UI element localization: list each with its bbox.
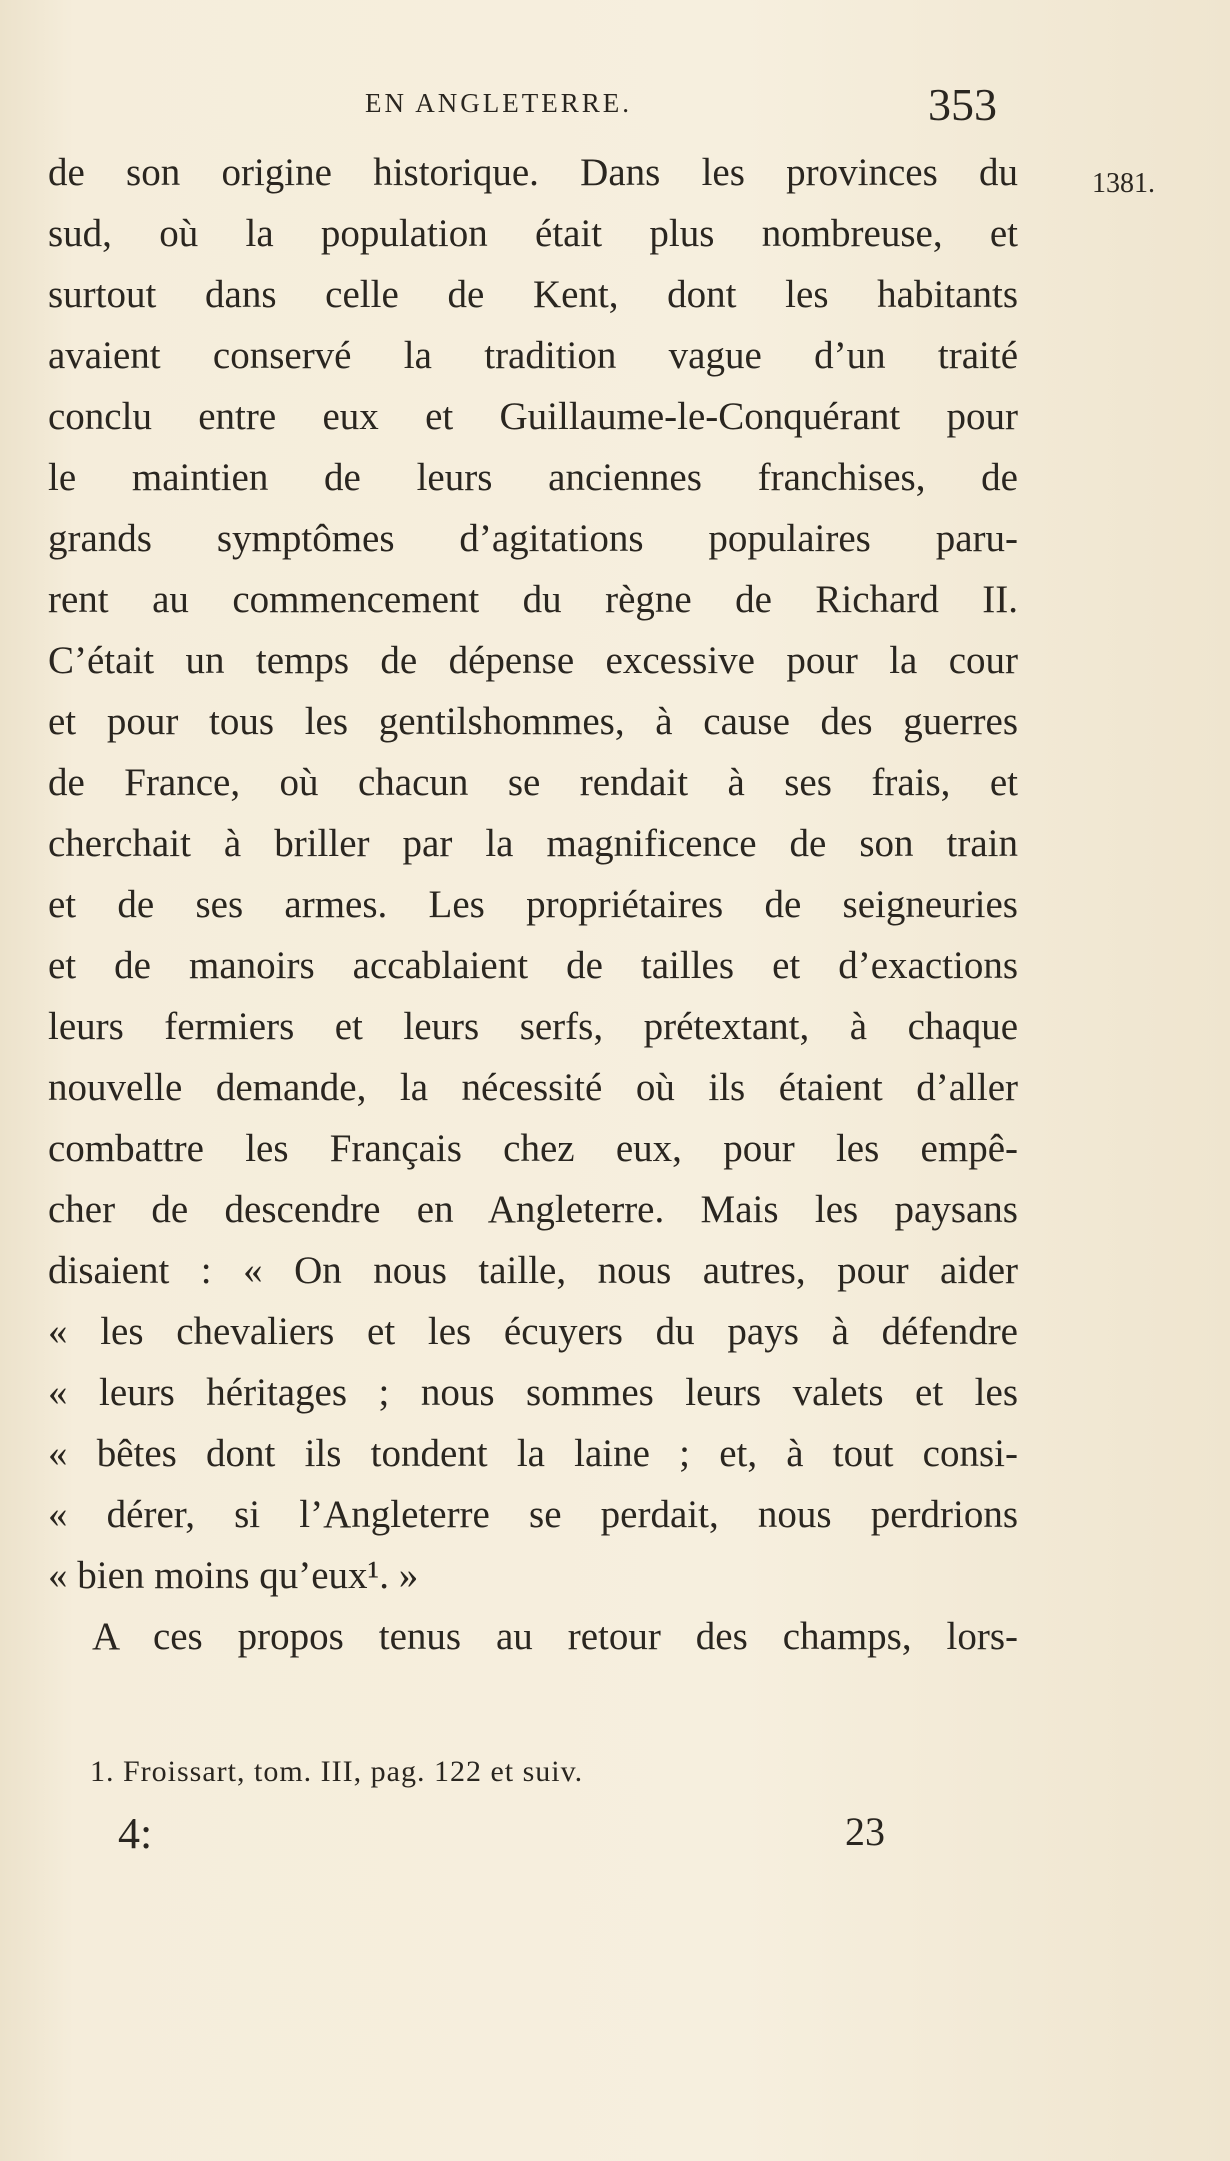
running-title: EN ANGLETERRE. bbox=[365, 88, 632, 118]
text-line: et pour tous les gentilshommes, à cause des guerres bbox=[48, 700, 1018, 743]
text-line: A ces propos tenus au retour des champs, lors- bbox=[92, 1615, 1018, 1658]
text-line: cherchait à briller par la magnificence de son train bbox=[48, 822, 1018, 865]
margin-year-note: 1381. bbox=[1092, 168, 1155, 199]
text-line: nouvelle demande, la nécessité où ils étaient d’aller bbox=[48, 1066, 1018, 1109]
text-line: de son origine historique. Dans les provinces du bbox=[48, 151, 1018, 194]
text-line: rent au commencement du règne de Richard II. bbox=[48, 578, 1018, 621]
text-line: « bien moins qu’eux¹. » bbox=[48, 1554, 419, 1597]
text-line: « bêtes dont ils tondent la laine ; et, à tout consi- bbox=[48, 1432, 1018, 1475]
text-line: sud, où la population était plus nombreuse, et bbox=[48, 212, 1018, 255]
text-line: leurs fermiers et leurs serfs, prétextant, à chaque bbox=[48, 1005, 1018, 1048]
text-line: combattre les Français chez eux, pour les empê- bbox=[48, 1127, 1018, 1170]
text-line: et de ses armes. Les propriétaires de seigneuries bbox=[48, 883, 1018, 926]
text-line: le maintien de leurs anciennes franchises, de bbox=[48, 456, 1018, 499]
text-line: avaient conservé la tradition vague d’un traité bbox=[48, 334, 1018, 377]
signature-number: 23 bbox=[845, 1809, 885, 1854]
text-line: surtout dans celle de Kent, dont les habitants bbox=[48, 273, 1018, 316]
text-line: de France, où chacun se rendait à ses frais, et bbox=[48, 761, 1018, 804]
text-line: et de manoirs accablaient de tailles et d’exactions bbox=[48, 944, 1018, 987]
text-line: « les chevaliers et les écuyers du pays à défendre bbox=[48, 1310, 1018, 1353]
text-line: disaient : « On nous taille, nous autres, pour aider bbox=[48, 1249, 1018, 1292]
signature-mark: 4: bbox=[118, 1809, 153, 1858]
text-line: cher de descendre en Angleterre. Mais les paysans bbox=[48, 1188, 1018, 1231]
text-line: C’était un temps de dépense excessive pour la cour bbox=[48, 639, 1018, 682]
text-line: « leurs héritages ; nous sommes leurs valets et les bbox=[48, 1371, 1018, 1414]
text-line: « dérer, si l’Angleterre se perdait, nous perdrions bbox=[48, 1493, 1018, 1536]
page-number: 353 bbox=[928, 79, 997, 130]
body-text bbox=[48, 142, 1018, 1667]
text-line: grands symptômes d’agitations populaires paru- bbox=[48, 517, 1018, 560]
text-line: conclu entre eux et Guillaume-le-Conquérant pour bbox=[48, 395, 1018, 438]
footnote: 1. Froissart, tom. III, pag. 122 et suiv. bbox=[90, 1755, 584, 1788]
